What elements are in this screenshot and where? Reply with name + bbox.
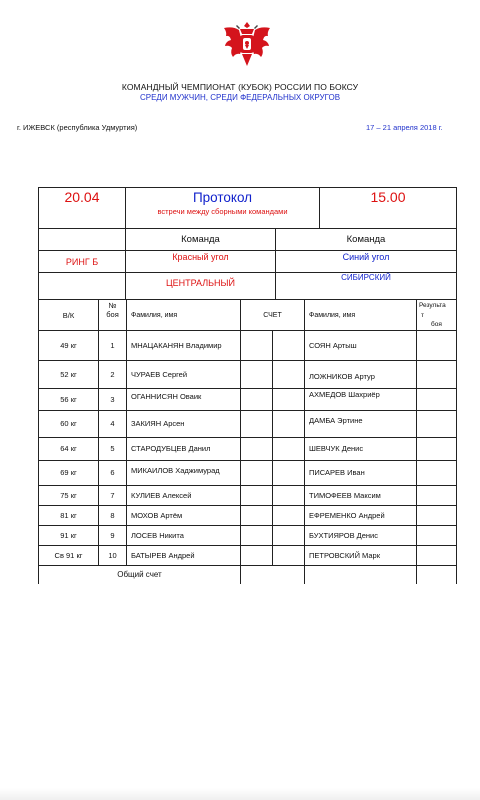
- red-boxer-name: БАТЫРЕВ Андрей: [131, 550, 195, 560]
- red-boxer-name: СТАРОДУБЦЕВ Данил: [131, 444, 211, 453]
- red-boxer-name: КУЛИЕВ Алексей: [131, 490, 192, 500]
- blue-boxer-name: БУХТИЯРОВ Денис: [309, 530, 378, 540]
- bout-weight: 75 кг: [60, 490, 77, 500]
- bout-number: 2: [110, 369, 115, 379]
- bout-number: 10: [108, 550, 117, 560]
- col-bout-number: № боя: [106, 301, 119, 319]
- team-header-right: Команда: [346, 234, 386, 245]
- bout-weight: Св 91 кг: [54, 550, 83, 560]
- city-label: г. ИЖЕВСК (республика Удмуртия): [17, 123, 138, 132]
- bout-number: 3: [110, 394, 115, 404]
- bout-weight: 64 кг: [60, 444, 77, 453]
- red-boxer-name: МНАЦАКАНЯН Владимир: [131, 340, 222, 350]
- protocol-subtitle: встречи между сборными командами: [157, 206, 288, 216]
- red-team-name: ЦЕНТРАЛЬНЫЙ: [165, 278, 235, 288]
- blue-boxer-name: ТИМОФЕЕВ Максим: [309, 490, 381, 500]
- bout-number: 9: [110, 530, 115, 540]
- protocol-date: 20.04: [64, 189, 100, 205]
- bout-number: 8: [110, 510, 115, 520]
- red-boxer-name: ЛОСЕВ Никита: [131, 530, 184, 540]
- red-boxer-name: ЧУРАЕВ Сергей: [131, 369, 188, 379]
- page-bottom-edge: [0, 788, 480, 800]
- protocol-time: 15.00: [370, 189, 406, 205]
- bout-weight: 60 кг: [60, 419, 77, 428]
- col-result: Результа т боя: [419, 302, 446, 328]
- red-corner-label: Красный угол: [172, 252, 229, 262]
- blue-boxer-name: ДАМБА Эртине: [309, 416, 363, 425]
- emblem-icon: [220, 18, 274, 72]
- blue-boxer-name: ЕФРЕМЕНКО Андрей: [309, 510, 385, 520]
- team-header-left: Команда: [181, 234, 220, 245]
- bout-weight: 52 кг: [60, 369, 77, 379]
- protocol-title: Протокол: [192, 189, 253, 205]
- championship-title: КОМАНДНЫЙ ЧЕМПИОНАТ (КУБОК) РОССИИ ПО БОКСУ: [121, 82, 359, 92]
- bout-weight: 81 кг: [60, 510, 77, 520]
- bout-weight: 49 кг: [60, 340, 77, 350]
- col-name-left: Фамилия, имя: [131, 311, 178, 319]
- blue-boxer-name: ШЕВЧУК Денис: [309, 444, 364, 453]
- red-boxer-name: ОГАННИСЯН Оваик: [131, 391, 202, 401]
- blue-boxer-name: ПЕТРОВСКИЙ Марк: [309, 550, 381, 560]
- championship-subtitle: СРЕДИ МУЖЧИН, СРЕДИ ФЕДЕРАЛЬНЫХ ОКРУГОВ: [139, 93, 341, 102]
- bout-number: 7: [110, 490, 115, 500]
- bout-number: 4: [110, 419, 115, 428]
- bout-weight: 69 кг: [60, 468, 77, 477]
- dates-label: 17 – 21 апреля 2018 г.: [366, 123, 443, 132]
- red-boxer-name: МИКАИЛОВ Хаджимурад: [131, 466, 220, 475]
- bout-weight: 91 кг: [60, 530, 77, 540]
- ring-label: РИНГ Б: [65, 256, 99, 267]
- total-score-label: Общий счет: [117, 570, 162, 579]
- bout-number: 5: [110, 444, 115, 453]
- blue-corner-label: Синий угол: [342, 252, 390, 262]
- col-score: СЧЕТ: [263, 311, 282, 319]
- bout-number: 1: [110, 340, 115, 350]
- col-name-right: Фамилия, имя: [309, 311, 356, 319]
- col-weight: В/К: [62, 310, 75, 320]
- bout-number: 6: [110, 468, 115, 477]
- blue-boxer-name: СОЯН Артыш: [309, 340, 357, 350]
- blue-team-name: СИБИРСКИЙ: [341, 272, 391, 282]
- bout-weight: 56 кг: [60, 394, 77, 404]
- blue-boxer-name: АХМЕДОВ Шахриёр: [309, 389, 380, 399]
- blue-boxer-name: ПИСАРЕВ Иван: [309, 468, 365, 477]
- red-boxer-name: МОХОВ Артём: [131, 510, 183, 520]
- red-boxer-name: ЗАКИЯН Арсен: [131, 419, 185, 428]
- blue-boxer-name: ЛОЖНИКОВ Артур: [309, 371, 375, 381]
